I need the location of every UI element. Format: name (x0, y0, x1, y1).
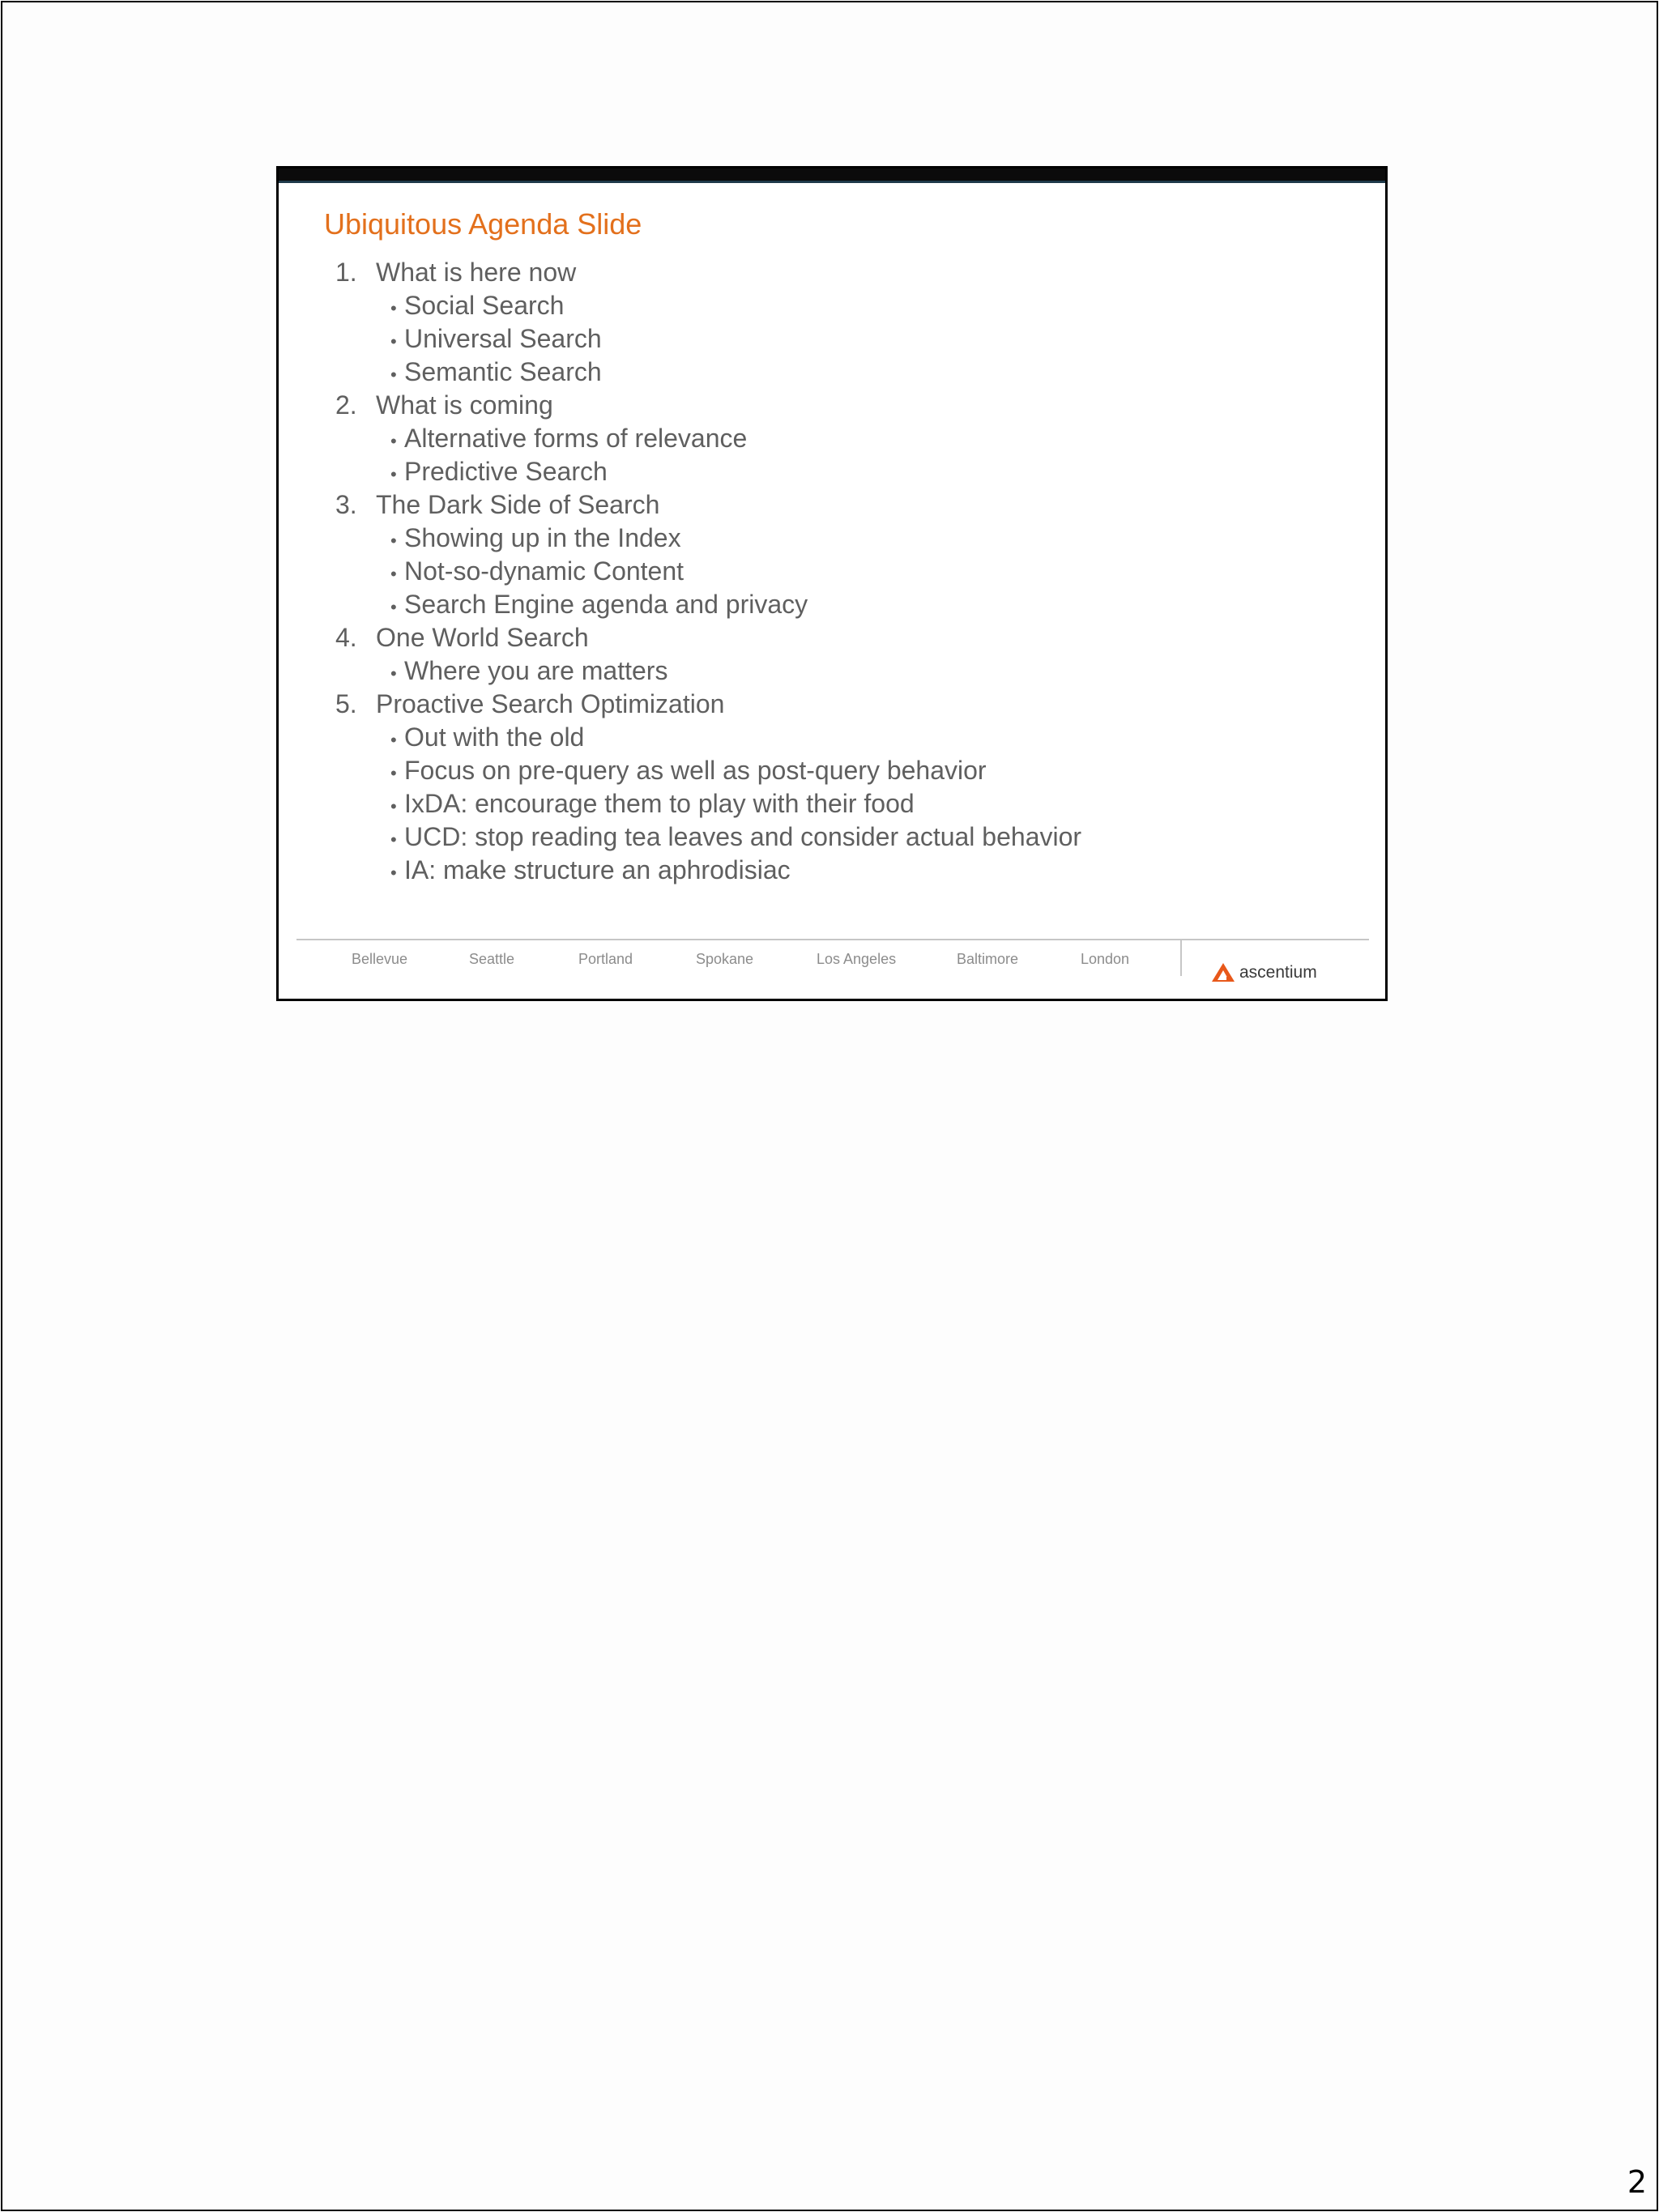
agenda-subitem-label: Where you are matters (404, 656, 668, 685)
bullet-icon: • (390, 431, 397, 451)
footer-city: Los Angeles (817, 951, 897, 967)
company-logo (1210, 951, 1317, 983)
agenda-subitem-label: Universal Search (404, 324, 602, 353)
agenda-subitem (335, 555, 1081, 588)
bullet-icon: • (390, 663, 397, 684)
bullet-icon: • (390, 829, 397, 850)
agenda-subitem (335, 422, 1081, 455)
agenda-subitem (335, 787, 1081, 820)
agenda-subitem-label: Out with the old (404, 722, 585, 752)
agenda-subitem (335, 322, 1081, 356)
agenda-subitem-label: Predictive Search (404, 457, 608, 486)
bullet-icon: • (390, 298, 397, 318)
slide (276, 166, 1388, 1001)
footer-city: London (1081, 951, 1130, 967)
agenda-subitem-label: Not-so-dynamic Content (404, 556, 684, 586)
agenda-subitem (335, 522, 1081, 555)
agenda-item (335, 256, 1081, 289)
bullet-icon: • (390, 464, 397, 484)
bullet-icon: • (390, 730, 397, 750)
agenda-item (335, 389, 1081, 422)
agenda-subitem (335, 721, 1081, 754)
agenda-item-number: 3. (335, 490, 357, 519)
agenda-item-number: 2. (335, 390, 357, 420)
bullet-icon: • (390, 564, 397, 584)
agenda-subitem (335, 654, 1081, 688)
agenda-subitem (335, 289, 1081, 322)
bullet-icon: • (390, 331, 397, 352)
footer-divider-line (296, 939, 1369, 940)
slide-top-bar (279, 168, 1385, 183)
agenda-subitem-label: IxDA: encourage them to play with their food (404, 789, 915, 818)
footer-city: Bellevue (352, 951, 408, 967)
footer-city: Baltimore (957, 951, 1019, 967)
agenda-subitem-label: IA: make structure an aphrodisiac (404, 855, 791, 884)
agenda-subitem-label: Semantic Search (404, 357, 602, 386)
footer-city: Seattle (469, 951, 515, 967)
bullet-icon: • (390, 597, 397, 617)
agenda-item-label: The Dark Side of Search (376, 490, 660, 519)
bullet-icon: • (390, 531, 397, 551)
agenda-list (335, 256, 1081, 887)
footer-city: Portland (578, 951, 633, 967)
agenda-item-label: What is here now (376, 258, 577, 287)
agenda-item (335, 621, 1081, 654)
agenda-subitem (335, 820, 1081, 854)
agenda-subitem-label: UCD: stop reading tea leaves and consider actual behavior (404, 822, 1082, 851)
logo-text: ascentium (1239, 963, 1317, 982)
agenda-item-label: What is coming (376, 390, 553, 420)
agenda-item (335, 488, 1081, 522)
slide-title: Ubiquitous Agenda Slide (324, 207, 642, 241)
bullet-icon: • (390, 364, 397, 385)
page-number: 2 (1627, 2164, 1647, 2200)
bullet-icon: • (390, 796, 397, 816)
document-page (1, 1, 1658, 2211)
agenda-item-number: 5. (335, 689, 357, 718)
bullet-icon: • (390, 863, 397, 883)
agenda-item-label: One World Search (376, 623, 589, 652)
agenda-subitem (335, 356, 1081, 389)
agenda-subitem-label: Search Engine agenda and privacy (404, 590, 808, 619)
agenda-subitem (335, 754, 1081, 787)
agenda-item-label: Proactive Search Optimization (376, 689, 725, 718)
agenda-item-number: 4. (335, 623, 357, 652)
bullet-icon: • (390, 763, 397, 783)
agenda-subitem (335, 588, 1081, 621)
agenda-subitem (335, 854, 1081, 887)
agenda-subitem-label: Focus on pre-query as well as post-query behavior (404, 756, 987, 785)
ascentium-logo-icon (1210, 961, 1238, 983)
footer-city: Spokane (696, 951, 754, 967)
agenda-item-number: 1. (335, 258, 357, 287)
agenda-subitem-label: Alternative forms of relevance (404, 424, 748, 453)
agenda-subitem (335, 455, 1081, 488)
agenda-item (335, 688, 1081, 721)
agenda-subitem-label: Showing up in the Index (404, 523, 681, 552)
agenda-subitem-label: Social Search (404, 291, 565, 320)
